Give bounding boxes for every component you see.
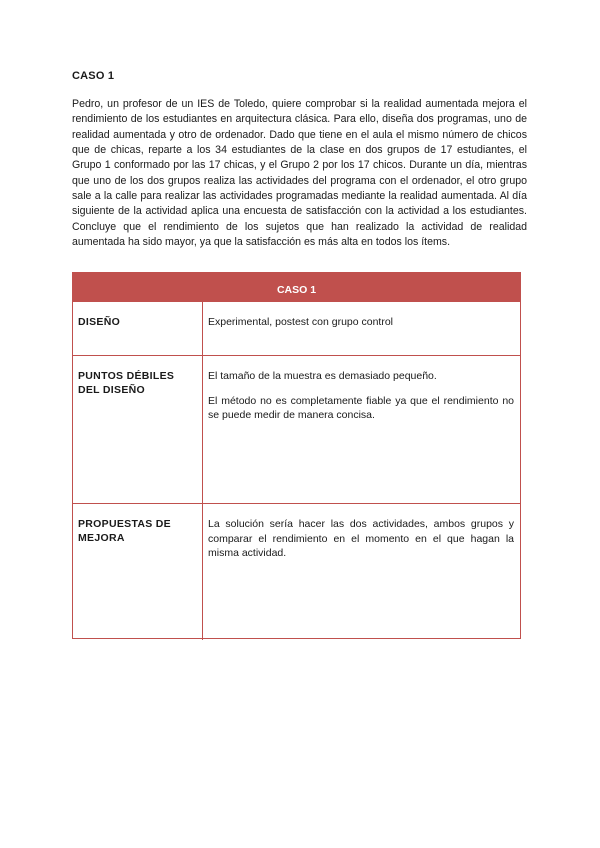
table-row-improvements <box>73 503 520 640</box>
table-row-design <box>73 301 520 355</box>
improvement-1: La solución sería hacer las dos actividades, ambos grupos y comparar el rendimiento en el momento en el que hagan la misma actividad. <box>208 518 514 559</box>
table-header: CASO 1 <box>73 273 520 301</box>
case-heading: CASO 1 <box>72 70 115 82</box>
table-row-weak-points <box>73 355 520 503</box>
row-label-weak-points: PUNTOS DÉBILES DEL DISEÑO <box>73 356 203 503</box>
row-content-improvements <box>203 504 520 640</box>
design-text: Experimental, postest con grupo control <box>208 316 394 328</box>
row-content-design <box>203 302 520 355</box>
weak-point-2: El método no es completamente fiable ya que el rendimiento no se puede medir de manera concisa. <box>208 394 514 421</box>
case-description: Pedro, un profesor de un IES de Toledo, quiere comprobar si la realidad aumentada mejora el rendimiento de los estudiantes en arquitectura clásica. Para ello, diseña dos programas, uno de realidad aumentada y otro de ordenador. Dado que tiene en el aula el mismo número de chicos que de chicas, reparte a los 34 estudiantes de la clase en dos grupos de 17 estudiantes, el Grupo 1 conformado por las 17 chicas, y el Grupo 2 por los 17 chicos. Durante un día, mientras que uno de los dos grupos realiza las actividades del programa con el ordenador, el otro grupo sale a la calle para realizar las actividades programadas mediante la realidad aumentada. Al día siguiente de la actividad aplica una encuesta de satisfacción con la actividad a los estudiantes. Concluye que el rendimiento de los sujetos que han realizado la actividad de realidad aumentada ha sido mayor, ya que la satisfacción es más alta en todos los ítems. <box>72 98 527 249</box>
row-content-weak-points <box>203 356 520 503</box>
row-label-improvements: PROPUESTAS DE MEJORA <box>73 504 203 640</box>
analysis-table <box>72 272 521 639</box>
weak-point-1: El tamaño de la muestra es demasiado pequeño. <box>208 370 437 382</box>
row-label-design: DISEÑO <box>73 302 203 355</box>
